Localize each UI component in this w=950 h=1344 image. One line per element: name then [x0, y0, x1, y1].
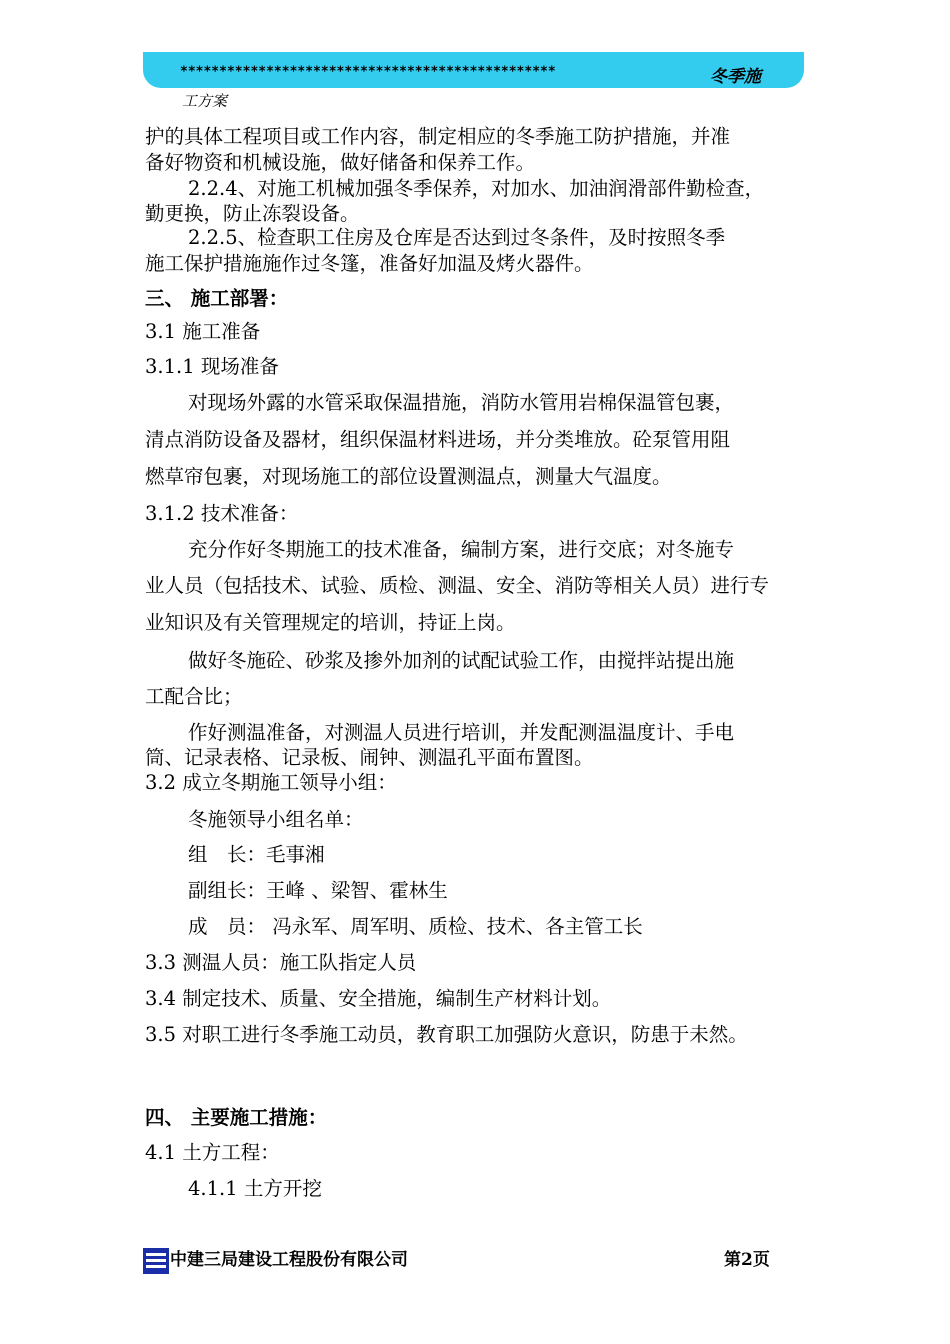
body-line: 2.2.5、检查职工住房及仓库是否达到过冬条件，及时按照冬季 — [188, 226, 726, 249]
company-logo-icon — [143, 1248, 169, 1274]
body-line: 燃草帘包裹，对现场施工的部位设置测温点，测量大气温度。 — [145, 465, 672, 488]
body-line: 3.2 成立冬期施工领导小组： — [145, 771, 397, 794]
body-line: 2.2.4、对施工机械加强冬季保养，对加水、加油润滑部件勤检查， — [188, 177, 765, 200]
body-line: 备好物资和机械设施，做好储备和保养工作。 — [145, 151, 536, 174]
body-line: 勤更换，防止冻裂设备。 — [145, 202, 360, 225]
body-line: 业知识及有关管理规定的培训，持证上岗。 — [145, 611, 516, 634]
body-line: 组 长：毛事湘 — [188, 843, 325, 866]
body-line: 做好冬施砼、砂浆及掺外加剂的试配试验工作，由搅拌站提出施 — [188, 649, 735, 672]
body-line: 护的具体工程项目或工作内容，制定相应的冬季施工防护措施，并准 — [145, 125, 731, 148]
body-line: 4.1 土方工程： — [145, 1141, 280, 1164]
body-line: 业人员（包括技术、试验、质检、测温、安全、消防等相关人员）进行专 — [145, 574, 770, 597]
body-line: 充分作好冬期施工的技术准备，编制方案，进行交底；对冬施专 — [188, 538, 735, 561]
header-subtitle: 工方案 — [182, 92, 228, 110]
body-line: 3.5 对职工进行冬季施工动员，教育职工加强防火意识，防患于未然。 — [145, 1023, 748, 1046]
body-line: 工配合比； — [145, 685, 243, 708]
body-line: 作好测温准备，对测温人员进行培训，并发配测温温度计、手电 — [188, 721, 735, 744]
body-line: 4.1.1 土方开挖 — [188, 1177, 322, 1200]
body-line: 3.1 施工准备 — [145, 320, 261, 343]
body-line: 成 员： 冯永军、周军明、质检、技术、各主管工长 — [188, 915, 643, 938]
body-line: 3.3 测温人员：施工队指定人员 — [145, 951, 417, 974]
body-line: 施工保护措施施作过冬篷，准备好加温及烤火器件。 — [145, 252, 594, 275]
header-title: 冬季施 — [710, 67, 761, 87]
body-line: 3.1.1 现场准备 — [145, 355, 279, 378]
body-line: 3.4 制定技术、质量、安全措施，编制生产材料计划。 — [145, 987, 612, 1010]
footer-company: 中建三局建设工程股份有限公司 — [170, 1250, 408, 1270]
header-stars: ************************************************ — [180, 64, 556, 79]
body-line: 3.1.2 技术准备： — [145, 502, 299, 525]
section-heading: 三、 施工部署： — [145, 287, 289, 310]
body-line: 副组长：王峰 、梁智、霍林生 — [188, 879, 448, 902]
section-heading: 四、 主要施工措施： — [145, 1106, 328, 1129]
body-line: 筒、记录表格、记录板、闹钟、测温孔平面布置图。 — [145, 746, 594, 769]
body-line: 清点消防设备及器材，组织保温材料进场，并分类堆放。砼泵管用阻 — [145, 428, 731, 451]
body-line: 冬施领导小组名单： — [188, 808, 364, 831]
body-line: 对现场外露的水管采取保温措施，消防水管用岩棉保温管包裹， — [188, 391, 735, 414]
page-number: 第2页 — [724, 1250, 770, 1270]
